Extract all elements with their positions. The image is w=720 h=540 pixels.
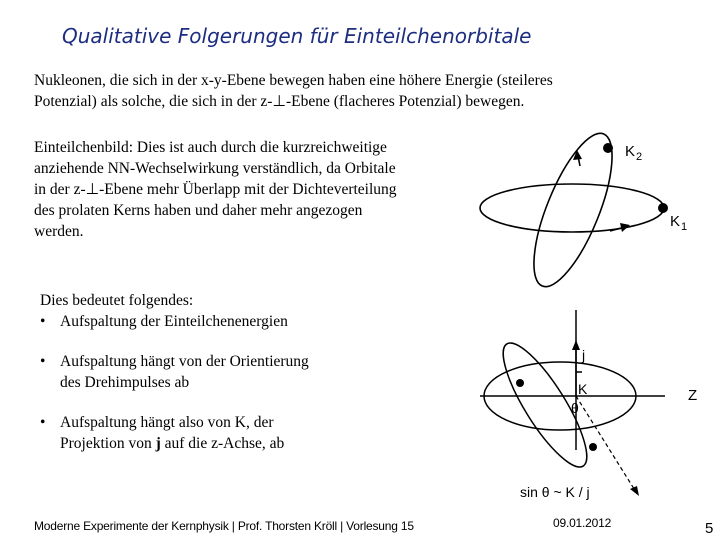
particle-k2 (603, 143, 613, 153)
label-k2-subscript: 2 (636, 151, 643, 163)
label-k1-subscript: 1 (681, 221, 688, 233)
orbit-orientation-diagram (470, 120, 710, 300)
particle-k1 (658, 203, 668, 213)
label-k: K (578, 381, 588, 397)
label-k2: K (625, 143, 636, 160)
particle-top (516, 379, 524, 387)
footer-credit: Moderne Experimente der Kernphysik | Prof. Thorsten Kröll | Vorlesung 15 (34, 519, 414, 533)
paragraph-line-4: des prolaten Kerns haben und daher mehr angezogen (34, 202, 363, 219)
slide-title: Qualitative Folgerungen für Einteilchenorbitale (62, 24, 532, 48)
label-z: Z (688, 387, 698, 404)
paragraph-line-5: werden. (34, 223, 84, 240)
intro-line-1: Nukleonen, die sich in der x-y-Ebene bewegen haben eine höhere Energie (steileres (34, 72, 553, 89)
list-item-text: Aufspaltung hängt also von K, der (60, 414, 274, 431)
footer-date: 09.01.2012 (553, 516, 612, 530)
projection-formula: sin θ ~ K / j (520, 484, 590, 500)
arrowhead-icon (573, 150, 582, 160)
list-item-text-part: Projektion von (60, 435, 156, 452)
bullet-icon: • (40, 353, 46, 370)
list-item-text: Aufspaltung hängt von der Orientierung (60, 353, 309, 370)
arrowhead-icon (630, 486, 639, 496)
list-item (40, 311, 309, 332)
projection-diagram (470, 300, 720, 505)
paragraph-line-2: anziehende NN-Wechselwirkung verständlich, da Orbitale (34, 160, 396, 177)
intro-paragraph (34, 70, 553, 112)
intro-line-2: Potenzial) als solche, die sich in der z-⊥-Ebene (flacheres Potenzial) bewegen. (34, 93, 525, 110)
vector-j: j (155, 435, 161, 452)
paragraph-line-1: Einteilchenbild: Dies ist auch durch die kurzreichweitige (34, 139, 387, 156)
equatorial-orbit (480, 184, 664, 232)
single-particle-paragraph (34, 137, 397, 242)
particle-bottom (589, 443, 597, 451)
label-theta: θ (571, 400, 579, 416)
bullet-icon: • (40, 313, 46, 330)
list-item (40, 412, 309, 433)
list-item-continuation: des Drehimpulses ab (60, 374, 190, 391)
list-item-text: Aufspaltung der Einteilchenenergien (60, 313, 288, 330)
list-intro: Dies bedeutet folgendes: (40, 292, 194, 309)
page-number: 5 (705, 520, 714, 537)
list-item (40, 351, 309, 372)
paragraph-line-3: in der z-⊥-Ebene mehr Überlapp mit der Dichteverteilung (34, 181, 397, 198)
label-j: j (582, 347, 586, 363)
consequence-list (40, 290, 309, 454)
list-item-continuation (40, 433, 309, 454)
label-k1: K (670, 213, 681, 230)
bullet-icon: • (40, 414, 46, 431)
arrowhead-icon (572, 340, 580, 350)
list-item-text-part: auf die z-Achse, ab (160, 435, 285, 452)
